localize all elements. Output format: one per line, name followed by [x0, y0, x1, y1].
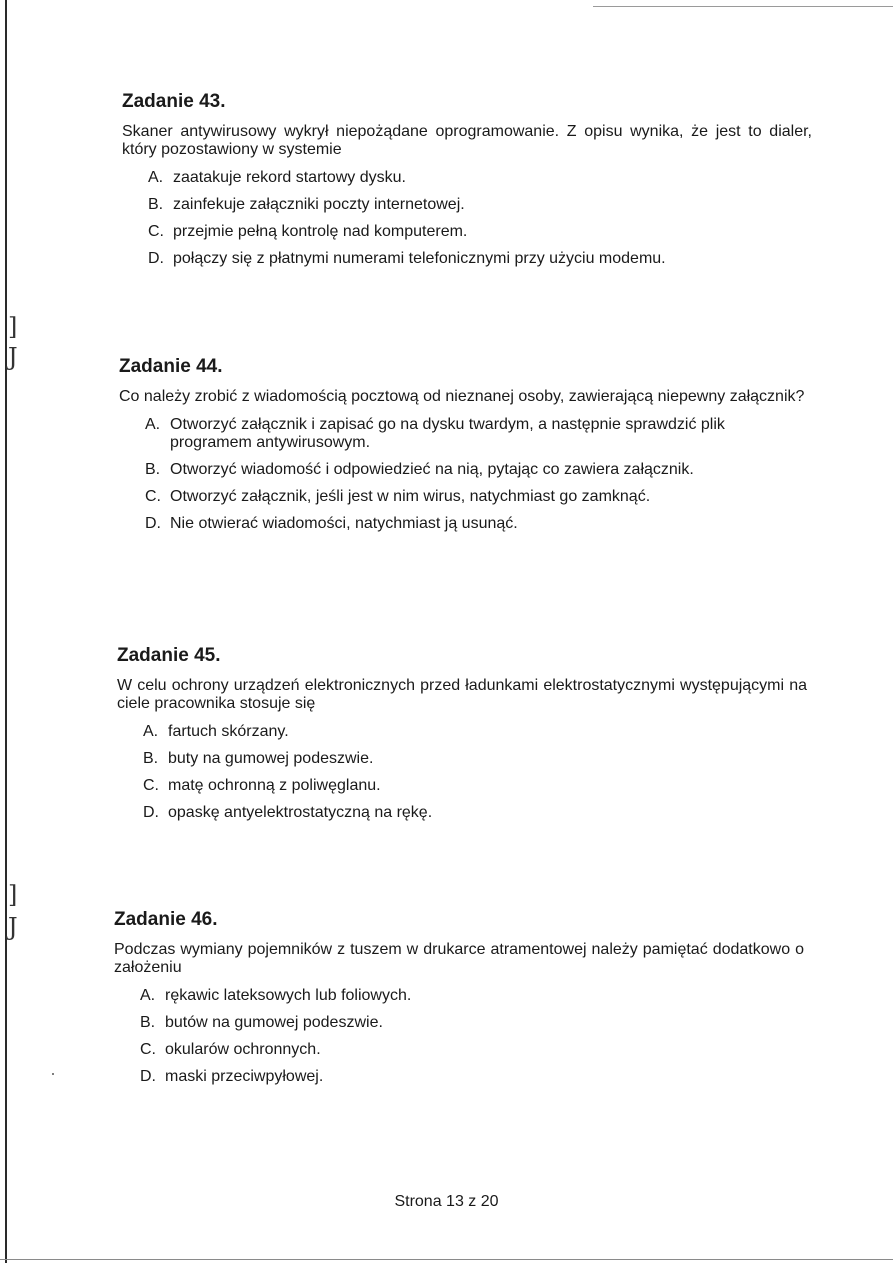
task-title: Zadanie 45. [117, 645, 221, 666]
answer-option-d [122, 250, 812, 268]
answer-option-c [122, 223, 812, 241]
answer-letter: A. [148, 169, 164, 186]
answer-text: przejmie pełną kontrolę nad komputerem. [173, 223, 468, 240]
answer-text: połączy się z płatnymi numerami telefonicznymi przy użyciu modemu. [173, 250, 666, 267]
answer-text: Nie otwierać wiadomości, natychmiast ją usunąć. [170, 515, 518, 532]
answer-option-a [117, 723, 807, 741]
task-45 [117, 645, 807, 831]
answer-option-b [117, 750, 807, 768]
task-title: Zadanie 44. [119, 356, 223, 377]
task-title: Zadanie 46. [114, 909, 218, 930]
stray-dot [52, 1073, 54, 1075]
task-title: Zadanie 43. [122, 91, 226, 112]
answer-text: rękawic lateksowych lub foliowych. [165, 987, 412, 1004]
answer-letter: D. [143, 804, 159, 821]
answer-letter: B. [140, 1014, 156, 1031]
answer-option-a [119, 416, 809, 452]
answer-option-d [114, 1068, 804, 1086]
answer-text: matę ochronną z poliwęglanu. [168, 777, 381, 794]
answer-option-c [119, 488, 809, 506]
scan-bottom-line [0, 1259, 893, 1260]
task-43 [122, 91, 812, 277]
answer-list [117, 723, 807, 822]
binder-mark-lower-2: J [8, 913, 18, 941]
answer-text: buty na gumowej podeszwie. [168, 750, 374, 767]
answer-letter: A. [140, 987, 156, 1004]
answer-option-b [114, 1014, 804, 1032]
answer-letter: C. [145, 488, 161, 505]
answer-text: Otworzyć załącznik i zapisać go na dysku twardym, a następnie sprawdzić plik programem antywirusowym. [170, 416, 725, 451]
answer-option-b [119, 461, 809, 479]
task-question: W celu ochrony urządzeń elektronicznych przed ładunkami elektrostatycznymi występującymi na ciele pracownika stosuje się [117, 677, 807, 712]
answer-letter: D. [140, 1068, 156, 1085]
answer-letter: D. [145, 515, 161, 532]
answer-text: maski przeciwpyłowej. [165, 1068, 324, 1085]
answer-option-c [117, 777, 807, 795]
answer-option-d [119, 515, 809, 533]
task-question: Podczas wymiany pojemników z tuszem w drukarce atramentowej należy pamiętać dodatkowo o założeniu [114, 941, 804, 976]
task-question: Co należy zrobić z wiadomością pocztową od nieznanej osoby, zawierającą niepewny załącznik? [119, 388, 805, 405]
answer-letter: A. [145, 416, 161, 433]
answer-letter: B. [148, 196, 164, 213]
scan-left-edge [5, 0, 7, 1263]
answer-option-d [117, 804, 807, 822]
binder-mark-upper-2: J [8, 343, 18, 371]
answer-letter: C. [143, 777, 159, 794]
task-question: Skaner antywirusowy wykrył niepożądane oprogramowanie. Z opisu wynika, że jest to dialer, który pozostawiony w systemie [122, 123, 812, 158]
answer-option-a [122, 169, 812, 187]
answer-option-a [114, 987, 804, 1005]
binder-mark-upper-1: ] [8, 313, 18, 341]
answer-text: zaatakuje rekord startowy dysku. [173, 169, 406, 186]
answer-letter: D. [148, 250, 164, 267]
answer-text: butów na gumowej podeszwie. [165, 1014, 383, 1031]
answer-option-c [114, 1041, 804, 1059]
answer-text: okularów ochronnych. [165, 1041, 321, 1058]
answer-text: fartuch skórzany. [168, 723, 289, 740]
answer-letter: A. [143, 723, 159, 740]
answer-option-b [122, 196, 812, 214]
answer-text: Otworzyć załącznik, jeśli jest w nim wirus, natychmiast go zamknąć. [170, 488, 651, 505]
answer-list [122, 169, 812, 268]
answer-text: opaskę antyelektrostatyczną na rękę. [168, 804, 433, 821]
page-number: Strona 13 z 20 [394, 1193, 499, 1210]
answer-list [119, 416, 809, 533]
answer-letter: B. [143, 750, 159, 767]
task-46 [114, 909, 804, 1095]
answer-text: Otworzyć wiadomość i odpowiedzieć na nią, pytając co zawiera załącznik. [170, 461, 694, 478]
answer-list [114, 987, 804, 1086]
task-44 [119, 356, 809, 542]
answer-letter: C. [148, 223, 164, 240]
answer-letter: C. [140, 1041, 156, 1058]
answer-text: zainfekuje załączniki poczty internetowej. [173, 196, 465, 213]
answer-letter: B. [145, 461, 161, 478]
binder-mark-lower-1: ] [8, 881, 18, 909]
scan-top-line [593, 6, 893, 7]
